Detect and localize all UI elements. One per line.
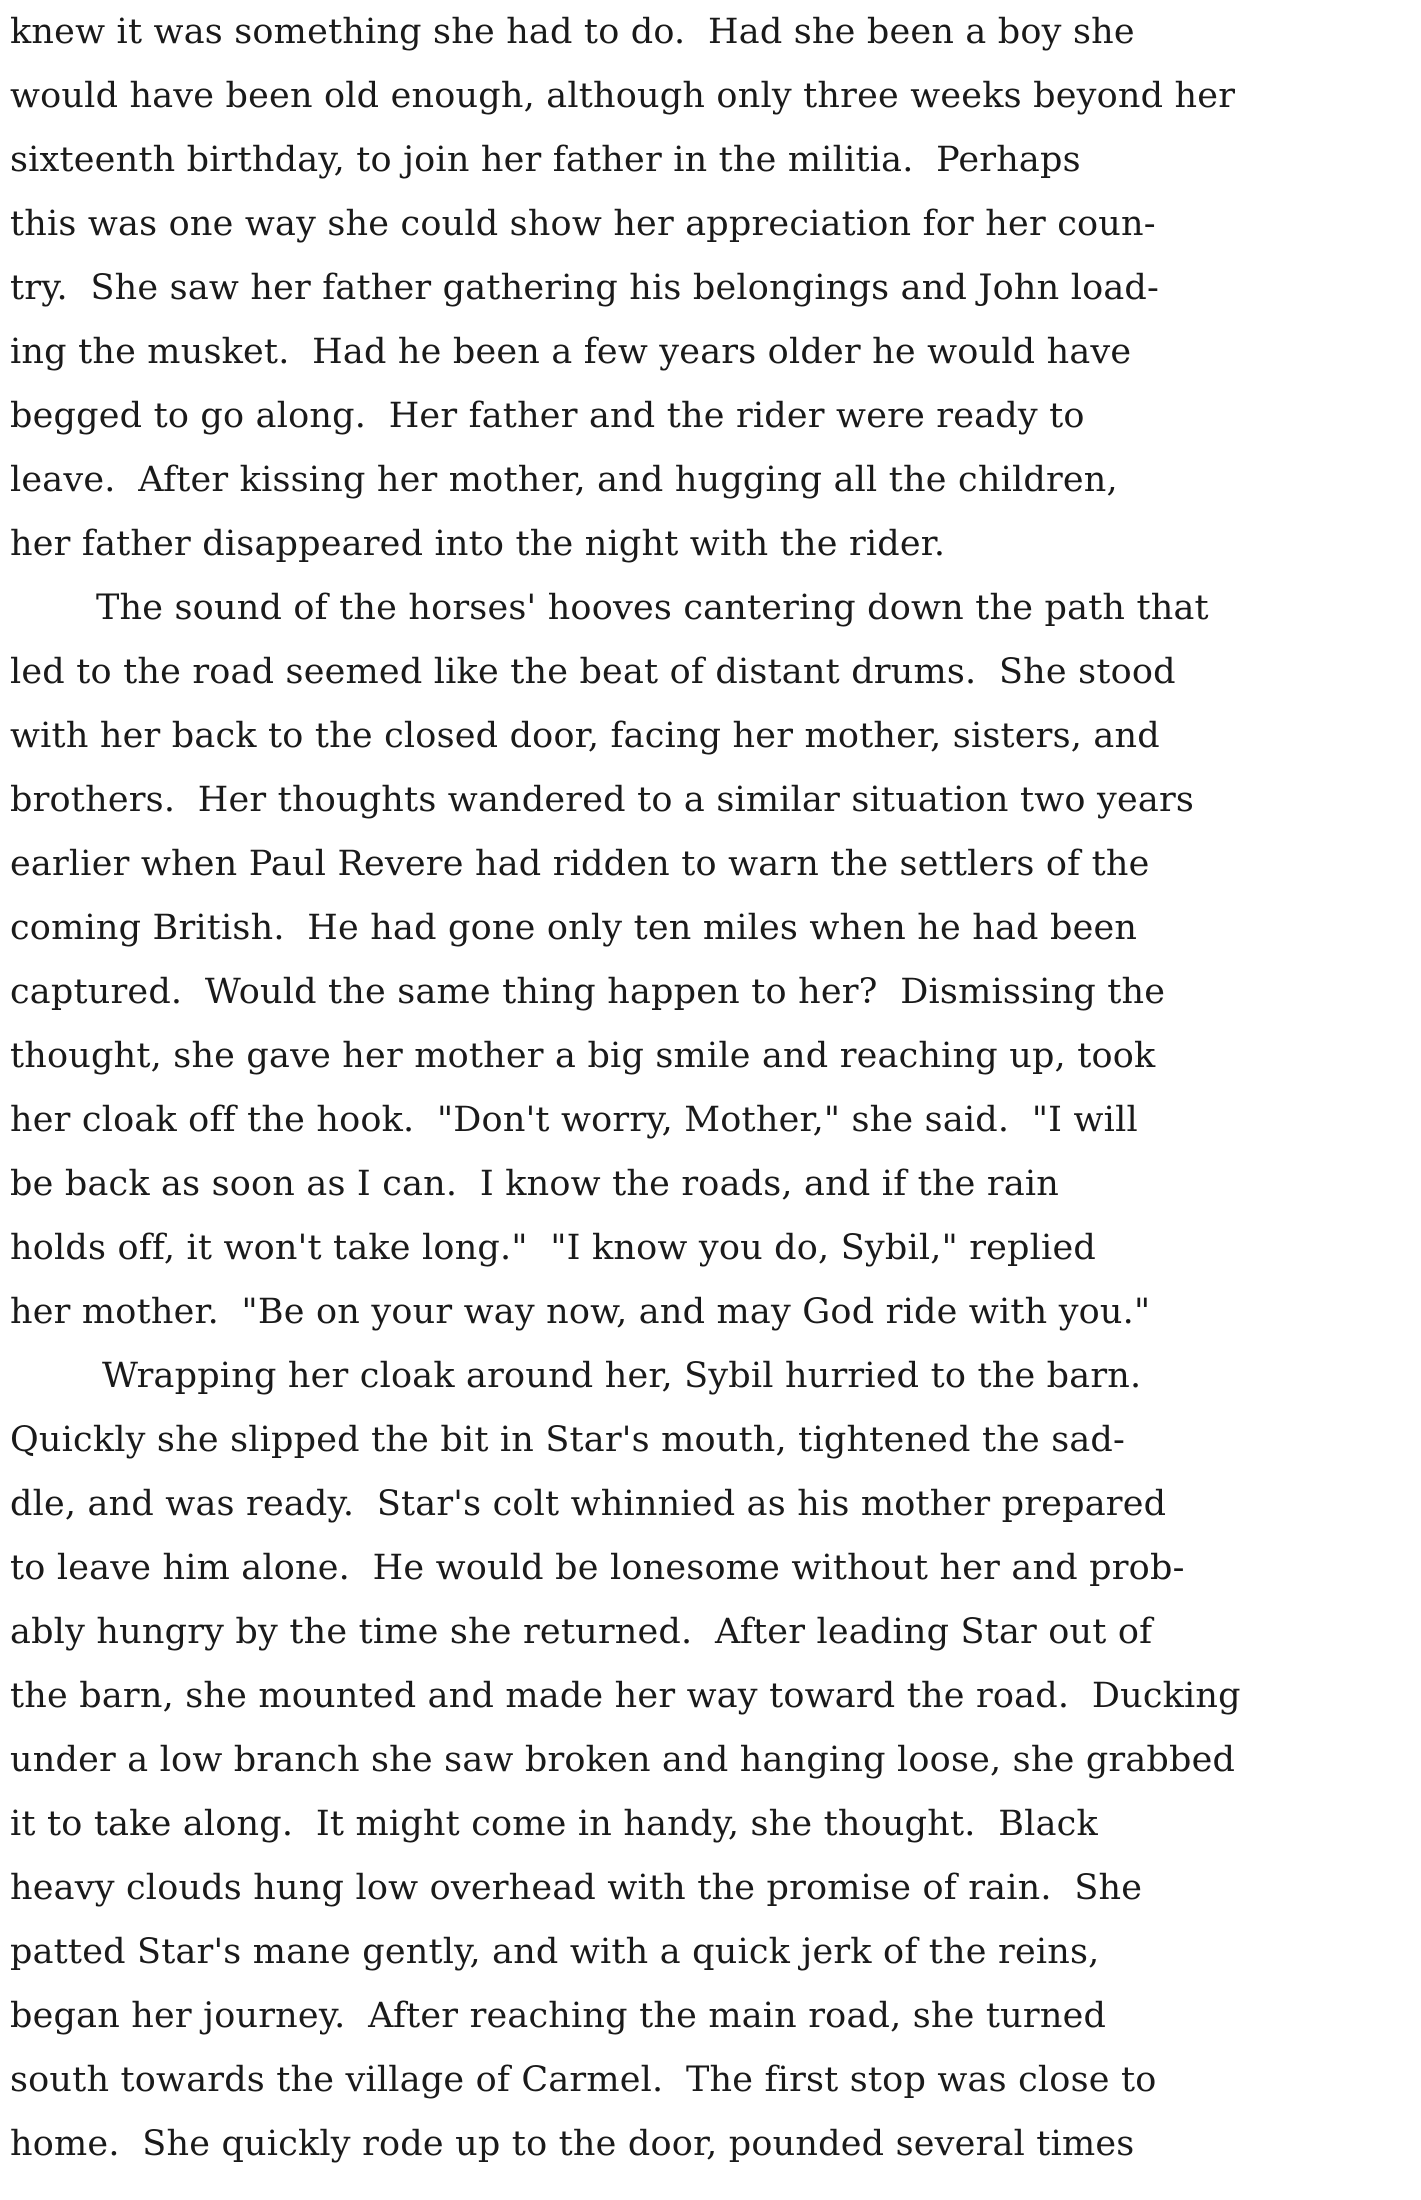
text-line: with her back to the closed door, facing her mother, sisters, and (10, 716, 1160, 756)
text-line: patted Star's mane gently, and with a quick jerk of the reins, (10, 1932, 1100, 1972)
paragraph-first-line: The sound of the horses' hooves cantering down the path that (96, 588, 1209, 628)
text-line: earlier when Paul Revere had ridden to warn the settlers of the (10, 844, 1150, 884)
text-line: try. She saw her father gathering his belongings and John load- (10, 268, 1160, 308)
text-line: led to the road seemed like the beat of distant drums. She stood (10, 652, 1176, 692)
paragraph-first-line: Wrapping her cloak around her, Sybil hurried to the barn. (102, 1356, 1142, 1396)
text-line: holds off, it won't take long." "I know you do, Sybil," replied (10, 1228, 1096, 1268)
text-line: thought, she gave her mother a big smile and reaching up, took (10, 1036, 1156, 1076)
text-line: coming British. He had gone only ten miles when he had been (10, 908, 1138, 948)
text-line: knew it was something she had to do. Had she been a boy she (10, 12, 1135, 52)
text-line: this was one way she could show her appreciation for her coun- (10, 204, 1156, 244)
text-line: it to take along. It might come in handy, she thought. Black (10, 1804, 1098, 1844)
text-line: her father disappeared into the night with the rider. (10, 524, 946, 564)
text-line: would have been old enough, although only three weeks beyond her (10, 76, 1236, 116)
text-line: leave. After kissing her mother, and hugging all the children, (10, 460, 1118, 500)
text-line: begged to go along. Her father and the rider were ready to (10, 396, 1085, 436)
text-line: her cloak off the hook. "Don't worry, Mother," she said. "I will (10, 1100, 1138, 1140)
text-line: the barn, she mounted and made her way toward the road. Ducking (10, 1676, 1241, 1716)
text-line: heavy clouds hung low overhead with the promise of rain. She (10, 1868, 1143, 1908)
text-line: be back as soon as I can. I know the roads, and if the rain (10, 1164, 1060, 1204)
body-text (10, 0, 1410, 2176)
text-line: under a low branch she saw broken and hanging loose, she grabbed (10, 1740, 1236, 1780)
text-line: ing the musket. Had he been a few years older he would have (10, 332, 1132, 372)
text-line: captured. Would the same thing happen to her? Dismissing the (10, 972, 1166, 1012)
text-line: Quickly she slipped the bit in Star's mouth, tightened the sad- (10, 1420, 1126, 1460)
text-line: home. She quickly rode up to the door, pounded several times (10, 2124, 1135, 2164)
text-line: ably hungry by the time she returned. After leading Star out of (10, 1612, 1153, 1652)
text-line: south towards the village of Carmel. The first stop was close to (10, 2060, 1157, 2100)
text-line: brothers. Her thoughts wandered to a similar situation two years (10, 780, 1195, 820)
text-line: began her journey. After reaching the main road, she turned (10, 1996, 1107, 2036)
text-line: sixteenth birthday, to join her father in the militia. Perhaps (10, 140, 1081, 180)
text-line: to leave him alone. He would be lonesome without her and prob- (10, 1548, 1185, 1588)
text-line: her mother. "Be on your way now, and may God ride with you." (10, 1292, 1151, 1332)
text-line: dle, and was ready. Star's colt whinnied as his mother prepared (10, 1484, 1167, 1524)
